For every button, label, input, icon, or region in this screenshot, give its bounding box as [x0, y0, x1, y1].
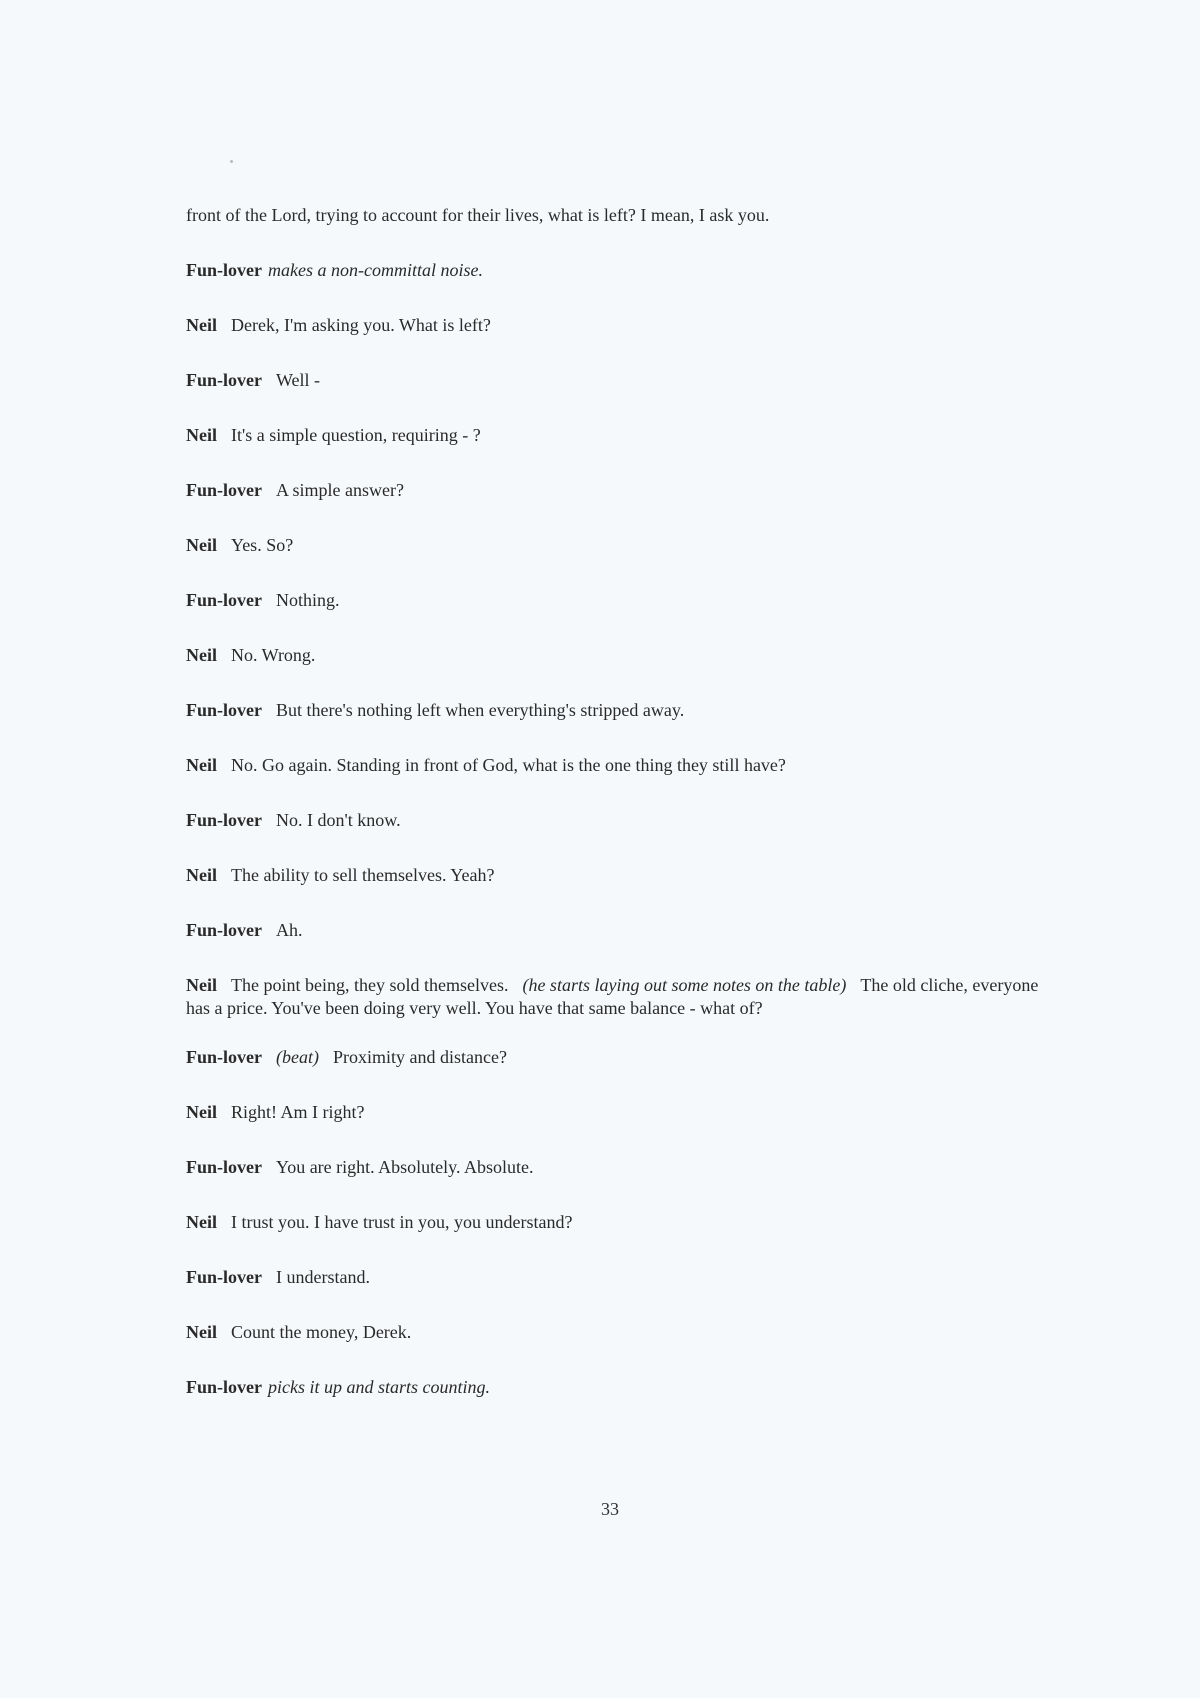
stage-direction-line — [186, 259, 1046, 282]
speaker-name: Neil — [186, 645, 217, 665]
speaker-name: Fun-lover — [186, 260, 262, 280]
line-text: Proximity and distance? — [332, 1047, 507, 1067]
speaker-name: Fun-lover — [186, 1377, 262, 1397]
speaker-name: Neil — [186, 1322, 217, 1342]
line-text: I understand. — [276, 1267, 370, 1287]
line-text: I trust you. I have trust in you, you understand? — [231, 1212, 573, 1232]
speaker-name: Fun-lover — [186, 810, 262, 830]
dialogue-line — [186, 809, 1046, 832]
speaker-name: Neil — [186, 535, 217, 555]
dialogue-line — [186, 919, 1046, 942]
dialogue-line — [186, 1321, 1046, 1344]
paper-speck — [230, 160, 233, 163]
line-text: No. I don't know. — [276, 810, 401, 830]
stage-direction: (beat) — [276, 1047, 319, 1067]
line-text: You are right. Absolutely. Absolute. — [276, 1157, 534, 1177]
dialogue-line — [186, 974, 1046, 1020]
line-text: Ah. — [276, 920, 303, 940]
line-text: Derek, I'm asking you. What is left? — [231, 315, 491, 335]
speaker-name: Neil — [186, 425, 217, 445]
dialogue-line — [186, 644, 1046, 667]
stage-direction: makes a non-committal noise. — [268, 260, 483, 280]
dialogue-line — [186, 534, 1046, 557]
speaker-name: Fun-lover — [186, 480, 262, 500]
line-text: Right! Am I right? — [231, 1102, 365, 1122]
line-text: The point being, they sold themselves. — [231, 975, 509, 995]
dialogue-line — [186, 864, 1046, 887]
line-text: front of the Lord, trying to account for their lives, what is left? I mean, I ask you. — [186, 205, 770, 225]
dialogue-line — [186, 424, 1046, 447]
line-text: Well - — [276, 370, 321, 390]
dialogue-line — [186, 589, 1046, 612]
speaker-name: Neil — [186, 975, 217, 995]
dialogue-line — [186, 314, 1046, 337]
dialogue-line — [186, 479, 1046, 502]
line-text: Yes. So? — [231, 535, 294, 555]
speaker-name: Fun-lover — [186, 590, 262, 610]
stage-direction: picks it up and starts counting. — [268, 1377, 490, 1397]
speaker-name: Fun-lover — [186, 370, 262, 390]
speaker-name: Neil — [186, 865, 217, 885]
dialogue-line — [186, 1211, 1046, 1234]
line-text: A simple answer? — [276, 480, 404, 500]
speaker-name: Fun-lover — [186, 920, 262, 940]
speaker-name: Fun-lover — [186, 1047, 262, 1067]
speaker-name: Fun-lover — [186, 1267, 262, 1287]
line-text: No. Wrong. — [231, 645, 316, 665]
line-text: Count the money, Derek. — [231, 1322, 412, 1342]
dialogue-line — [186, 369, 1046, 392]
line-text: But there's nothing left when everything's stripped away. — [276, 700, 685, 720]
speaker-name: Neil — [186, 1102, 217, 1122]
stage-direction-line — [186, 1376, 1046, 1399]
speaker-name: Neil — [186, 755, 217, 775]
script-body — [186, 204, 1046, 1431]
dialogue-line — [186, 699, 1046, 722]
line-text-continued: The old cliche, everyone has a price. You've been doing very well. You have that same balance - what of? — [186, 975, 1039, 1018]
speaker-name: Fun-lover — [186, 1157, 262, 1177]
dialogue-line — [186, 204, 1046, 227]
line-text: No. Go again. Standing in front of God, what is the one thing they still have? — [231, 755, 786, 775]
dialogue-line — [186, 1101, 1046, 1124]
line-text: The ability to sell themselves. Yeah? — [231, 865, 495, 885]
speaker-name: Fun-lover — [186, 700, 262, 720]
speaker-name: Neil — [186, 315, 217, 335]
dialogue-line — [186, 754, 1046, 777]
line-text: Nothing. — [276, 590, 340, 610]
stage-direction: (he starts laying out some notes on the table) — [522, 975, 847, 995]
dialogue-line — [186, 1266, 1046, 1289]
line-text: It's a simple question, requiring - ? — [231, 425, 481, 445]
speaker-name: Neil — [186, 1212, 217, 1232]
page-number: 33 — [601, 1499, 619, 1519]
dialogue-line — [186, 1156, 1046, 1179]
dialogue-line — [186, 1046, 1046, 1069]
